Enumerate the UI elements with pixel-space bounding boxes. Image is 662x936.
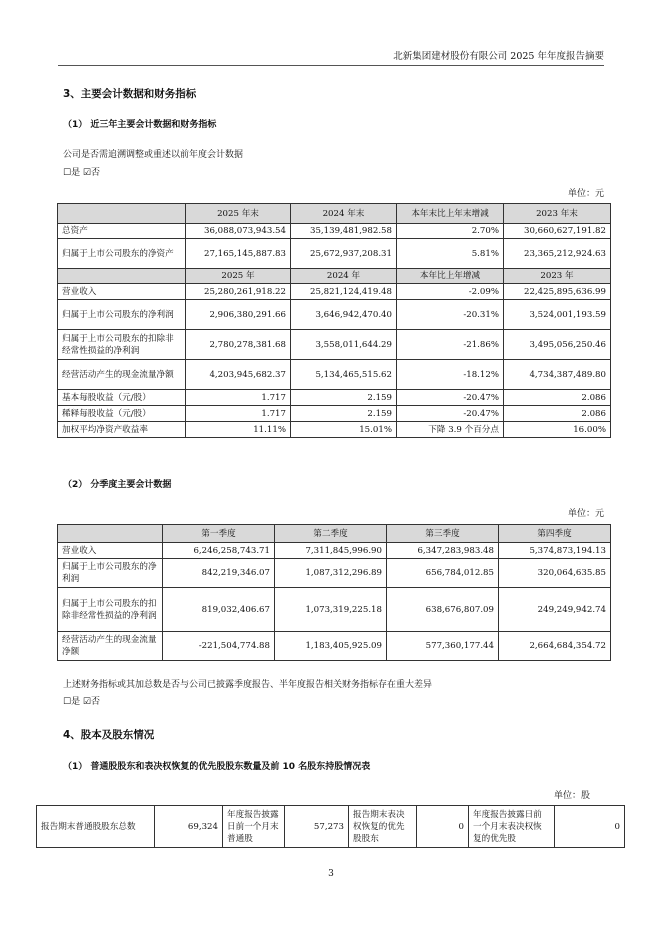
row-label-cell: 加权平均净资产收益率 (58, 422, 186, 438)
table-header-cell: 2025 年末 (186, 204, 291, 224)
table-row (58, 632, 611, 661)
cell-prev-month-shareholders-label: 年度报告披露日前一个月末普通股 (223, 806, 285, 848)
value-cell: 22,425,895,636.99 (504, 284, 611, 300)
table-header-row (58, 269, 611, 284)
row-label-cell: 归属于上市公司股东的净利润 (58, 300, 186, 330)
table-header-cell (58, 525, 163, 543)
unit-label-1: 单位：元 (567, 189, 604, 199)
value-cell: -2.09% (397, 284, 504, 300)
value-cell: 4,203,945,682.37 (186, 360, 291, 390)
value-cell: 35,139,481,982.58 (291, 224, 397, 239)
value-cell: 27,165,145,887.83 (186, 239, 291, 269)
table-row (58, 588, 611, 632)
row-label-cell: 总资产 (58, 224, 186, 239)
value-cell: -20.47% (397, 390, 504, 406)
shareholder-count-table (36, 805, 625, 848)
header-divider (58, 65, 604, 66)
value-cell: 25,821,124,419.48 (291, 284, 397, 300)
table-header-cell: 2025 年 (186, 269, 291, 284)
value-cell: 2.086 (504, 390, 611, 406)
cell-preferred-label: 报告期末表决权恢复的优先股股东 (349, 806, 417, 848)
cell-prev-month-shareholders-value: 57,273 (285, 806, 349, 848)
value-cell: 2.159 (291, 390, 397, 406)
value-cell: 842,219,346.07 (163, 559, 275, 588)
value-cell: -20.47% (397, 406, 504, 422)
row-label-cell: 经营活动产生的现金流量净额 (58, 632, 163, 661)
table-header-cell: 2023 年 (504, 269, 611, 284)
table-row (58, 406, 611, 422)
value-cell: 3,495,056,250.46 (504, 330, 611, 360)
value-cell: 656,784,012.85 (387, 559, 499, 588)
value-cell: 36,088,073,943.54 (186, 224, 291, 239)
row-label-cell: 营业收入 (58, 543, 163, 559)
table-row (58, 559, 611, 588)
restate-options: ☐是 ☑否 (63, 168, 100, 178)
value-cell: 15.01% (291, 422, 397, 438)
row-label-cell: 归属于上市公司股东的净利润 (58, 559, 163, 588)
table-row (58, 330, 611, 360)
key-financials-table (57, 203, 611, 438)
value-cell: -221,504,774.88 (163, 632, 275, 661)
cell-total-shareholders-label: 报告期末普通股股东总数 (37, 806, 155, 848)
difference-question: 上述财务指标或其加总数是否与公司已披露季度报告、半年度报告相关财务指标存在重大差异 (63, 680, 433, 690)
value-cell: 2.159 (291, 406, 397, 422)
table-header-cell: 2023 年末 (504, 204, 611, 224)
value-cell: -21.86% (397, 330, 504, 360)
table-header-cell: 第四季度 (499, 525, 611, 543)
value-cell: 3,524,001,193.59 (504, 300, 611, 330)
value-cell: 6,246,258,743.71 (163, 543, 275, 559)
table-header-cell: 2024 年 (291, 269, 397, 284)
section-4-title: 4、股本及股东情况 (63, 729, 155, 741)
table-header-cell (58, 269, 186, 284)
value-cell: 23,365,212,924.63 (504, 239, 611, 269)
page-header: 北新集团建材股份有限公司 2025 年年度报告摘要 (393, 51, 604, 62)
table-header-cell: 本年末比上年末增减 (397, 204, 504, 224)
value-cell: 2,664,684,354.72 (499, 632, 611, 661)
value-cell: 249,249,942.74 (499, 588, 611, 632)
table-row (58, 422, 611, 438)
row-label-cell: 基本每股收益（元/股） (58, 390, 186, 406)
value-cell: -18.12% (397, 360, 504, 390)
cell-preferred-value: 0 (417, 806, 469, 848)
row-label-cell: 归属于上市公司股东的扣除非经常性损益的净利润 (58, 330, 186, 360)
value-cell: 5,134,465,515.62 (291, 360, 397, 390)
row-label-cell: 归属于上市公司股东的净资产 (58, 239, 186, 269)
table-header-cell: 2024 年末 (291, 204, 397, 224)
quarterly-table (57, 524, 611, 661)
row-label-cell: 归属于上市公司股东的扣除非经常性损益的净利润 (58, 588, 163, 632)
value-cell: 1,087,312,296.89 (275, 559, 387, 588)
value-cell: 25,280,261,918.22 (186, 284, 291, 300)
table-header-cell: 第二季度 (275, 525, 387, 543)
value-cell: 2,906,380,291.66 (186, 300, 291, 330)
value-cell: 1,073,319,225.18 (275, 588, 387, 632)
unit-label-2: 单位：元 (567, 509, 604, 519)
row-label-cell: 经营活动产生的现金流量净额 (58, 360, 186, 390)
value-cell: 11.11% (186, 422, 291, 438)
row-label-cell: 稀释每股收益（元/股） (58, 406, 186, 422)
section-3-2-title: （2） 分季度主要会计数据 (63, 480, 172, 490)
row-label-cell: 营业收入 (58, 284, 186, 300)
table-row (58, 360, 611, 390)
value-cell: 638,676,807.09 (387, 588, 499, 632)
table-row (58, 300, 611, 330)
value-cell: 30,660,627,191.82 (504, 224, 611, 239)
section-4-1-title: （1） 普通股股东和表决权恢复的优先股股东数量及前 10 名股东持股情况表 (63, 762, 371, 772)
value-cell: 4,734,387,489.80 (504, 360, 611, 390)
value-cell: 3,646,942,470.40 (291, 300, 397, 330)
value-cell: 下降 3.9 个百分点 (397, 422, 504, 438)
value-cell: 16.00% (504, 422, 611, 438)
difference-options: ☐是 ☑否 (63, 697, 100, 707)
table-row (58, 543, 611, 559)
table-header-cell: 第三季度 (387, 525, 499, 543)
value-cell: 7,311,845,996.90 (275, 543, 387, 559)
value-cell: 3,558,011,644.29 (291, 330, 397, 360)
table-row (58, 390, 611, 406)
value-cell: 2.70% (397, 224, 504, 239)
table-row (58, 224, 611, 239)
cell-prev-month-preferred-value: 0 (555, 806, 625, 848)
cell-prev-month-preferred-label: 年度报告披露日前一个月末表决权恢复的优先股 (469, 806, 555, 848)
value-cell: 5.81% (397, 239, 504, 269)
value-cell: 2,780,278,381.68 (186, 330, 291, 360)
restate-question: 公司是否需追溯调整或重述以前年度会计数据 (63, 150, 244, 160)
cell-total-shareholders-value: 69,324 (155, 806, 223, 848)
value-cell: 5,374,873,194.13 (499, 543, 611, 559)
value-cell: 25,672,937,208.31 (291, 239, 397, 269)
value-cell: 2.086 (504, 406, 611, 422)
section-3-title: 3、主要会计数据和财务指标 (63, 88, 197, 100)
value-cell: 1.717 (186, 390, 291, 406)
table-row (58, 239, 611, 269)
value-cell: 1.717 (186, 406, 291, 422)
table-header-row (58, 525, 611, 543)
section-3-1-title: （1） 近三年主要会计数据和财务指标 (63, 120, 217, 130)
table-header-cell (58, 204, 186, 224)
value-cell: 819,032,406.67 (163, 588, 275, 632)
value-cell: 577,360,177.44 (387, 632, 499, 661)
table-header-cell: 本年比上年增减 (397, 269, 504, 284)
page-number: 3 (328, 869, 334, 879)
table-row (58, 284, 611, 300)
table-header-row (58, 204, 611, 224)
value-cell: 1,183,405,925.09 (275, 632, 387, 661)
value-cell: -20.31% (397, 300, 504, 330)
table-header-cell: 第一季度 (163, 525, 275, 543)
value-cell: 6,347,283,983.48 (387, 543, 499, 559)
value-cell: 320,064,635.85 (499, 559, 611, 588)
unit-label-3: 单位：股 (553, 791, 590, 801)
